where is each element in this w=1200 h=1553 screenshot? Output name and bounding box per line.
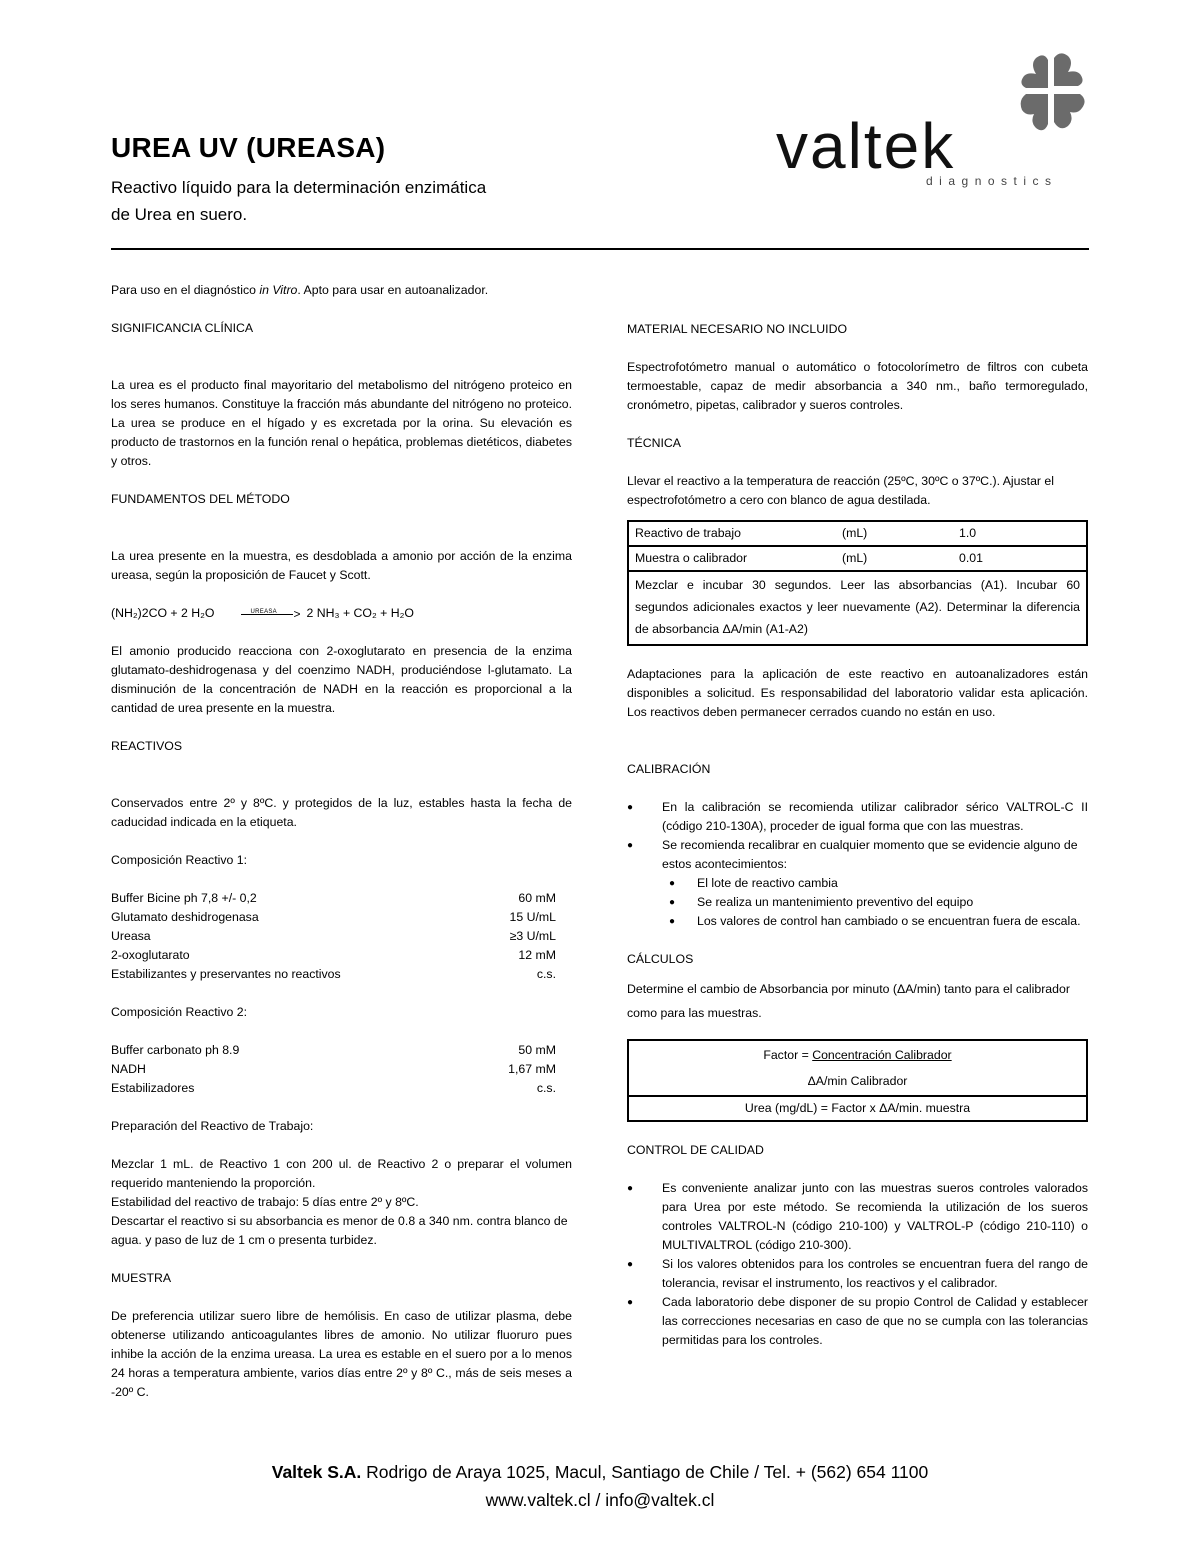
composition-2-list — [111, 1041, 572, 1098]
footer-address-line — [0, 1458, 1200, 1486]
preparation-text-1: Mezclar 1 mL. de Reactivo 1 con 200 ul. de Reactivo 2 o preparar el volumen requerido manteniendo la proporción. — [111, 1157, 572, 1190]
section-heading-control-calidad: CONTROL DE CALIDAD — [627, 1143, 764, 1157]
table-cell: 1.0 — [953, 521, 1087, 546]
list-item: ● Si los valores obtenidos para los controles se encuentran fuera del rango de tolerancia, revisar el instrumento, los reactivos y el calibrador. — [662, 1255, 1088, 1293]
table-cell: (mL) — [836, 546, 953, 571]
tecnica-text: Llevar el reactivo a la temperatura de reacción (25ºC, 30ºC o 37ºC.). Ajustar el espectrofotómetro a cero con blanco de agua destilada. — [627, 474, 1054, 507]
subtitle-line-2: de Urea en suero. — [111, 205, 248, 224]
fundamentos-text-2: El amonio producido reacciona con 2-oxoglutarato en presencia de la enzima glutamato-deshidrogenasa y del coenzimo NADH, produciéndose l-glutamato. La disminución de la concentración de NADH en la reacción es proporcional a la cantidad de urea presente en la muestra. — [111, 644, 572, 715]
table-row — [628, 1040, 1087, 1096]
fundamentos-text: La urea presente en la muestra, es desdoblada a amonio por acción de la enzima ureasa, según la proposición de Faucet y Scott. — [111, 549, 572, 582]
factor-numerator: Concentración Calibrador — [812, 1048, 952, 1062]
header-divider — [111, 248, 1089, 250]
subtitle-line-1: Reactivo líquido para la determinación enzimática — [111, 178, 487, 197]
intro-prefix: Para uso en el diagnóstico — [111, 283, 260, 297]
material-text: Espectrofotómetro manual o automático o fotocolorímetro de filtros con cubeta termoestable, capaz de medir absorbancia a 340 nm., baño termoregulado, cronómetro, pipetas, calibrador y sueros controles. — [627, 360, 1088, 412]
composition-1-heading: Composición Reactivo 1: — [111, 853, 248, 867]
composition-2-heading: Composición Reactivo 2: — [111, 1005, 248, 1019]
section-heading-fundamentos: FUNDAMENTOS DEL MÉTODO — [111, 492, 290, 506]
intro-suffix: . Apto para usar en autoanalizador. — [297, 283, 489, 297]
factor-label: Factor = — [763, 1048, 813, 1062]
quality-control-list — [627, 1179, 1088, 1350]
table-cell — [628, 1040, 1087, 1096]
section-heading-reactivos: REACTIVOS — [111, 739, 183, 753]
table-cell: Muestra o calibrador — [628, 546, 836, 571]
composition-1-list — [111, 889, 572, 984]
significancia-text: La urea es el producto final mayoritario del metabolismo del nitrógeno proteico en los seres humanos. Constituye la fracción más abundante del nitrógeno no proteico. La urea se produce en el hígado y es excretada por la orina. Su elevación es producto de trastornos en la función renal o hepática, problemas dietéticos, diabetes y otros. — [111, 378, 572, 468]
table-cell: Urea (mg/dL) = Factor x ΔA/min. muestra — [628, 1096, 1087, 1121]
footer-address: Rodrigo de Araya 1025, Macul, Santiago de Chile / Tel. + (562) 654 1100 — [361, 1462, 929, 1482]
footer-company: Valtek S.A. — [271, 1462, 362, 1482]
preparation-heading: Preparación del Reactivo de Trabajo: — [111, 1119, 314, 1133]
muestra-text: De preferencia utilizar suero libre de hemólisis. En caso de utilizar plasma, debe obtenerse utilizando anticoagulantes libres de amonio. No utilizar fluoruro pues inhibe la acción de la enzima ureasa. La urea es estable en el suero por a lo menos 24 horas a temperatura ambiente, varios días entre 2º y 8º C., más de seis meses a -20º C. — [111, 1309, 572, 1399]
list-item: ● Es conveniente analizar junto con las muestras sueros controles valorados para Urea por este método. Se recomienda la utilización de los sueros controles VALTROL-N (código 210-100) y VALTROL-P (código 210-110) o MULTIVALTROL (código 210-300). — [662, 1179, 1088, 1255]
table-cell: Reactivo de trabajo — [628, 521, 836, 546]
list-item: Glutamato deshidrogenasa 15 U/mL — [111, 910, 556, 924]
list-item: ● Los valores de control han cambiado o se encuentran fuera de escala. — [697, 912, 1088, 931]
valtek-flower-icon — [1006, 52, 1096, 142]
equation-reactants: (NH₂)2CO + 2 H₂O — [111, 606, 215, 620]
table-cell: 0.01 — [953, 546, 1087, 571]
document-title: UREA UV (UREASA) — [111, 132, 386, 163]
list-item: Buffer carbonato ph 8.9 50 mM — [111, 1043, 556, 1057]
list-item: NADH 1,67 mM — [111, 1062, 556, 1076]
list-item: ● El lote de reactivo cambia — [697, 874, 1088, 893]
list-item: ● En la calibración se recomienda utilizar calibrador sérico VALTROL-C II (código 210-130A), proceder de igual forma que con las muestras. — [662, 798, 1088, 836]
list-item: Ureasa ≥3 U/mL — [111, 929, 556, 943]
calibration-sublist — [662, 874, 1088, 931]
preparation-text-2: Estabilidad del reactivo de trabajo: 5 días entre 2º y 8ºC. — [111, 1195, 419, 1209]
list-item: ● Cada laboratorio debe disponer de su propio Control de Calidad y establecer las correcciones necesarias en caso de que no se cumpla con las tolerancias permitidas para los controles. — [662, 1293, 1088, 1350]
list-item: 2-oxoglutarato 12 mM — [111, 948, 556, 962]
page-footer — [0, 1458, 1200, 1514]
adaptaciones-text: Adaptaciones para la aplicación de este reactivo en autoanalizadores están disponibles a solicitud. Es responsabilidad del laboratorio validar esta aplicación. Los reactivos deben permanecer cerrados cuando no están en uso. — [627, 667, 1088, 719]
valtek-logo — [776, 52, 1096, 202]
table-row — [628, 546, 1087, 571]
document-subtitle — [111, 174, 581, 228]
reactivos-text: Conservados entre 2º y 8ºC. y protegidos de la luz, estables hasta la fecha de caducidad indicada en la etiqueta. — [111, 796, 572, 829]
intro-line — [111, 281, 572, 300]
calibration-list — [627, 798, 1088, 931]
arrow-label: UREASA — [250, 609, 277, 615]
table-cell: Mezclar e incubar 30 segundos. Leer las absorbancias (A1). Incubar 60 segundos adicionales exactos y leer nuevamente (A2). Determinar la diferencia de absorbancia ΔA/min (A1-A2) — [628, 571, 1087, 645]
factor-table — [627, 1039, 1088, 1122]
equation-products: 2 NH₃ + CO₂ + H₂O — [306, 606, 414, 620]
intro-italic: in Vitro — [259, 283, 298, 297]
section-heading-calculos: CÁLCULOS — [627, 952, 694, 966]
section-heading-calibracion: CALIBRACIÓN — [627, 762, 711, 776]
section-heading-tecnica: TÉCNICA — [627, 436, 681, 450]
calculos-text: Determine el cambio de Absorbancia por minuto (ΔA/min) tanto para el calibrador como para las muestras. — [627, 982, 1070, 1020]
section-heading-muestra: MUESTRA — [111, 1271, 172, 1285]
left-column — [111, 281, 572, 1402]
table-cell: (mL) — [836, 521, 953, 546]
section-heading-significancia: SIGNIFICANCIA CLÍNICA — [111, 321, 254, 335]
list-item: Buffer Bicine ph 7,8 +/- 0,2 60 mM — [111, 891, 556, 905]
list-item: Estabilizadores c.s. — [111, 1081, 556, 1095]
list-item-text: Se recomienda recalibrar en cualquier momento que se evidencie alguno de estos acontecimientos: — [662, 838, 1078, 871]
section-heading-material: MATERIAL NECESARIO NO INCLUIDO — [627, 322, 848, 336]
list-item: Estabilizantes y preservantes no reactivos c.s. — [111, 967, 556, 981]
factor-denominator: ΔA/min Calibrador — [807, 1074, 908, 1088]
preparation-text-3: Descartar el reactivo si su absorbancia es menor de 0.8 a 340 nm. contra blanco de agua. y paso de luz de 1 cm o presenta turbidez. — [111, 1214, 568, 1247]
table-row — [628, 1096, 1087, 1121]
logo-tagline: diagnostics — [926, 174, 1058, 188]
list-item — [662, 836, 1088, 931]
technique-table — [627, 520, 1088, 646]
table-row — [628, 571, 1087, 645]
footer-contact: www.valtek.cl / info@valtek.cl — [485, 1490, 715, 1510]
reaction-equation — [111, 604, 572, 623]
table-row — [628, 521, 1087, 546]
list-item: ● Se realiza un mantenimiento preventivo del equipo — [697, 893, 1088, 912]
right-column — [627, 320, 1088, 1350]
logo-wordmark: valtek — [776, 110, 956, 182]
reaction-arrow-icon: UREASA > — [241, 612, 299, 615]
